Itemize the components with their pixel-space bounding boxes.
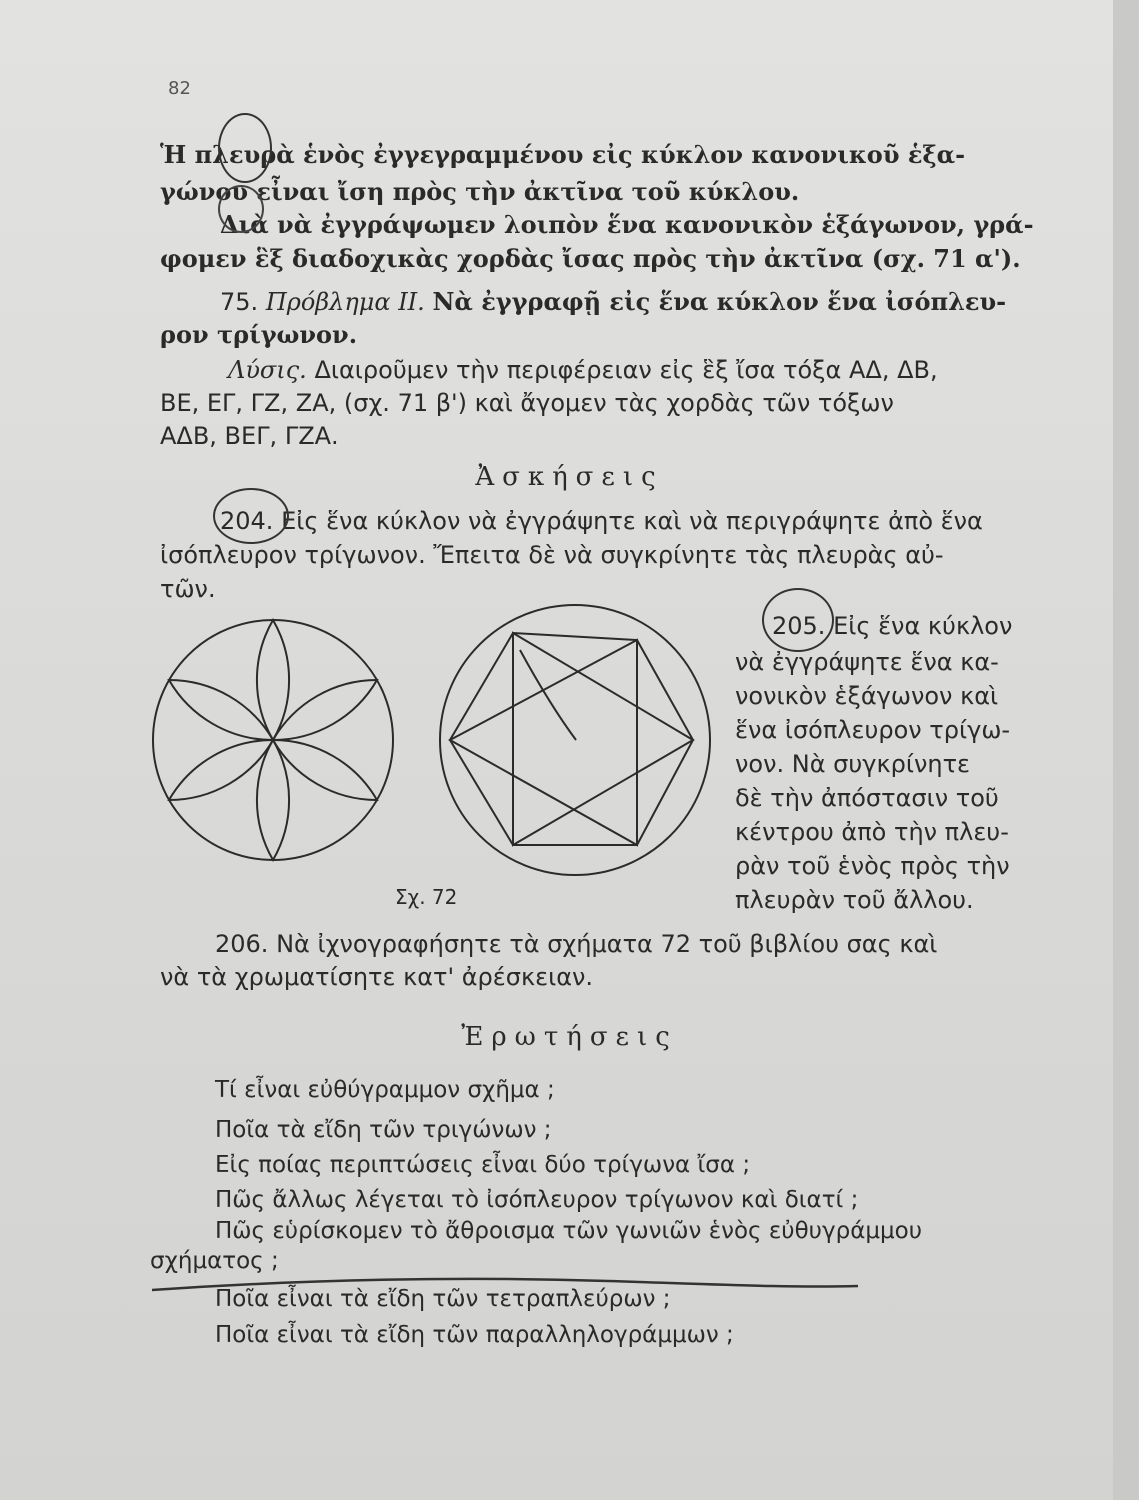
solution-text-1: Διαιροῦμεν τὴν περιφέρειαν εἰς ἓξ ἴσα τόξα ΑΔ, ΔΒ, xyxy=(314,356,938,384)
exercise-206-line-1: 206. Νὰ ἰχνογραφήσητε τὰ σχήματα 72 τοῦ βιβλίου σας καὶ xyxy=(215,930,938,958)
exercise-205-line: νὰ ἐγγράψητε ἕνα κα- xyxy=(735,648,999,676)
question-item: Πῶς ἄλλως λέγεται τὸ ἰσόπλευρον τρίγωνον καὶ διατί ; xyxy=(215,1187,859,1213)
pen-circle-mark xyxy=(213,488,289,544)
solution-line-1 xyxy=(228,356,1040,384)
exercise-205-number: 205. xyxy=(772,612,826,640)
figure-caption: Σχ. 72 xyxy=(395,885,458,909)
exercise-205-line-1 xyxy=(772,612,1012,640)
solution-line-2: ΒΕ, ΕΓ, ΓΖ, ΖΑ, (σχ. 71 β') καὶ ἄγομεν τὰς χορδὰς τῶν τόξων xyxy=(160,389,894,417)
question-item: Ποῖα τὰ εἴδη τῶν τριγώνων ; xyxy=(215,1117,552,1143)
problem-label: Πρόβλημα ΙΙ. xyxy=(265,288,425,316)
exercise-204-number: 204. xyxy=(220,507,274,535)
page-number: 82 xyxy=(168,78,191,99)
exercise-205-line: νον. Νὰ συγκρίνητε xyxy=(735,750,970,778)
inscribed-hexagon xyxy=(450,633,693,845)
question-item: Ποῖα εἶναι τὰ εἴδη τῶν παραλληλογράμμων ; xyxy=(215,1322,734,1348)
figure-72 xyxy=(140,600,730,890)
solution-line-3: ΑΔΒ, ΒΕΓ, ΓΖΑ. xyxy=(160,422,339,450)
question-item: Τί εἶναι εὐθύγραμμον σχῆμα ; xyxy=(215,1077,555,1103)
question-item: Εἰς ποίας περιπτώσεις εἶναι δύο τρίγωνα ἴσα ; xyxy=(215,1152,751,1178)
theory-line-1: Ἡ πλευρὰ ἑνὸς ἐγγεγραμμένου εἰς κύκλον κανονικοῦ ἑξα- xyxy=(160,140,966,169)
question-item: Ποῖα εἶναι τὰ εἴδη τῶν τετραπλεύρων ; xyxy=(215,1286,671,1312)
exercise-205-line: κέντρου ἀπὸ τὴν πλευ- xyxy=(735,818,1009,846)
star-triangle-2 xyxy=(450,640,637,845)
theory-line-2: γώνου εἶναι ἴση πρὸς τὴν ἀκτῖνα τοῦ κύκλου. xyxy=(160,177,800,206)
exercise-204-line-3: τῶν. xyxy=(160,575,216,603)
star-triangle-1 xyxy=(513,633,693,845)
exercise-204-line-1 xyxy=(220,507,1040,535)
problem-statement-1: Νὰ ἐγγραφῇ εἰς ἕνα κύκλον ἕνα ἰσόπλευ- xyxy=(432,287,1007,316)
pencil-stroke xyxy=(520,650,576,740)
page-edge-shadow xyxy=(1113,0,1139,1500)
exercises-heading: Ἀσκήσεις xyxy=(475,462,664,492)
exercise-205-line: ρὰν τοῦ ἑνὸς πρὸς τὴν xyxy=(735,852,1010,880)
exercise-204-text: Εἰς ἕνα κύκλον νὰ ἐγγράψητε καὶ νὰ περιγράψητε ἀπὸ ἕνα xyxy=(281,507,983,535)
theory-line-4: φομεν ἓξ διαδοχικὰς χορδὰς ἴσας πρὸς τὴν ἀκτῖνα (σχ. 71 α'). xyxy=(160,244,1021,273)
exercise-205-line: δὲ τὴν ἀπόστασιν τοῦ xyxy=(735,784,999,812)
problem-75 xyxy=(220,287,1040,316)
exercise-205-line: ἕνα ἰσόπλευρον τρίγω- xyxy=(735,716,1011,744)
exercise-206-line-2: νὰ τὰ χρωματίσητε κατ' ἀρέσκειαν. xyxy=(160,963,594,991)
exercise-205-text: Εἰς ἕνα κύκλον xyxy=(833,612,1013,640)
pen-circle-mark xyxy=(218,113,272,183)
question-item: Πῶς εὑρίσκομεν τὸ ἄθροισμα τῶν γωνιῶν ἑνὸς εὐθυγράμμου xyxy=(215,1218,923,1244)
problem-statement-2: ρον τρίγωνον. xyxy=(160,320,358,349)
rosette-petals xyxy=(169,620,377,860)
exercise-205-line: νονικὸν ἑξάγωνον καὶ xyxy=(735,682,999,710)
problem-number: 75. xyxy=(220,288,259,316)
solution-label: Λύσις. xyxy=(228,356,307,384)
theory-line-3: Διὰ νὰ ἐγγράψωμεν λοιπὸν ἕνα κανονικὸν ἑξάγωνον, γρά- xyxy=(220,210,1034,239)
exercise-204-line-2: ἰσόπλευρον τρίγωνον. Ἔπειτα δὲ νὰ συγκρίνητε τὰς πλευρὰς αὐ- xyxy=(160,541,944,569)
pen-circle-mark xyxy=(218,185,264,233)
exercise-205-line: πλευρὰν τοῦ ἄλλου. xyxy=(735,886,974,914)
question-item: σχήματος ; xyxy=(150,1248,279,1274)
questions-heading: Ἐρωτήσεις xyxy=(461,1022,678,1052)
